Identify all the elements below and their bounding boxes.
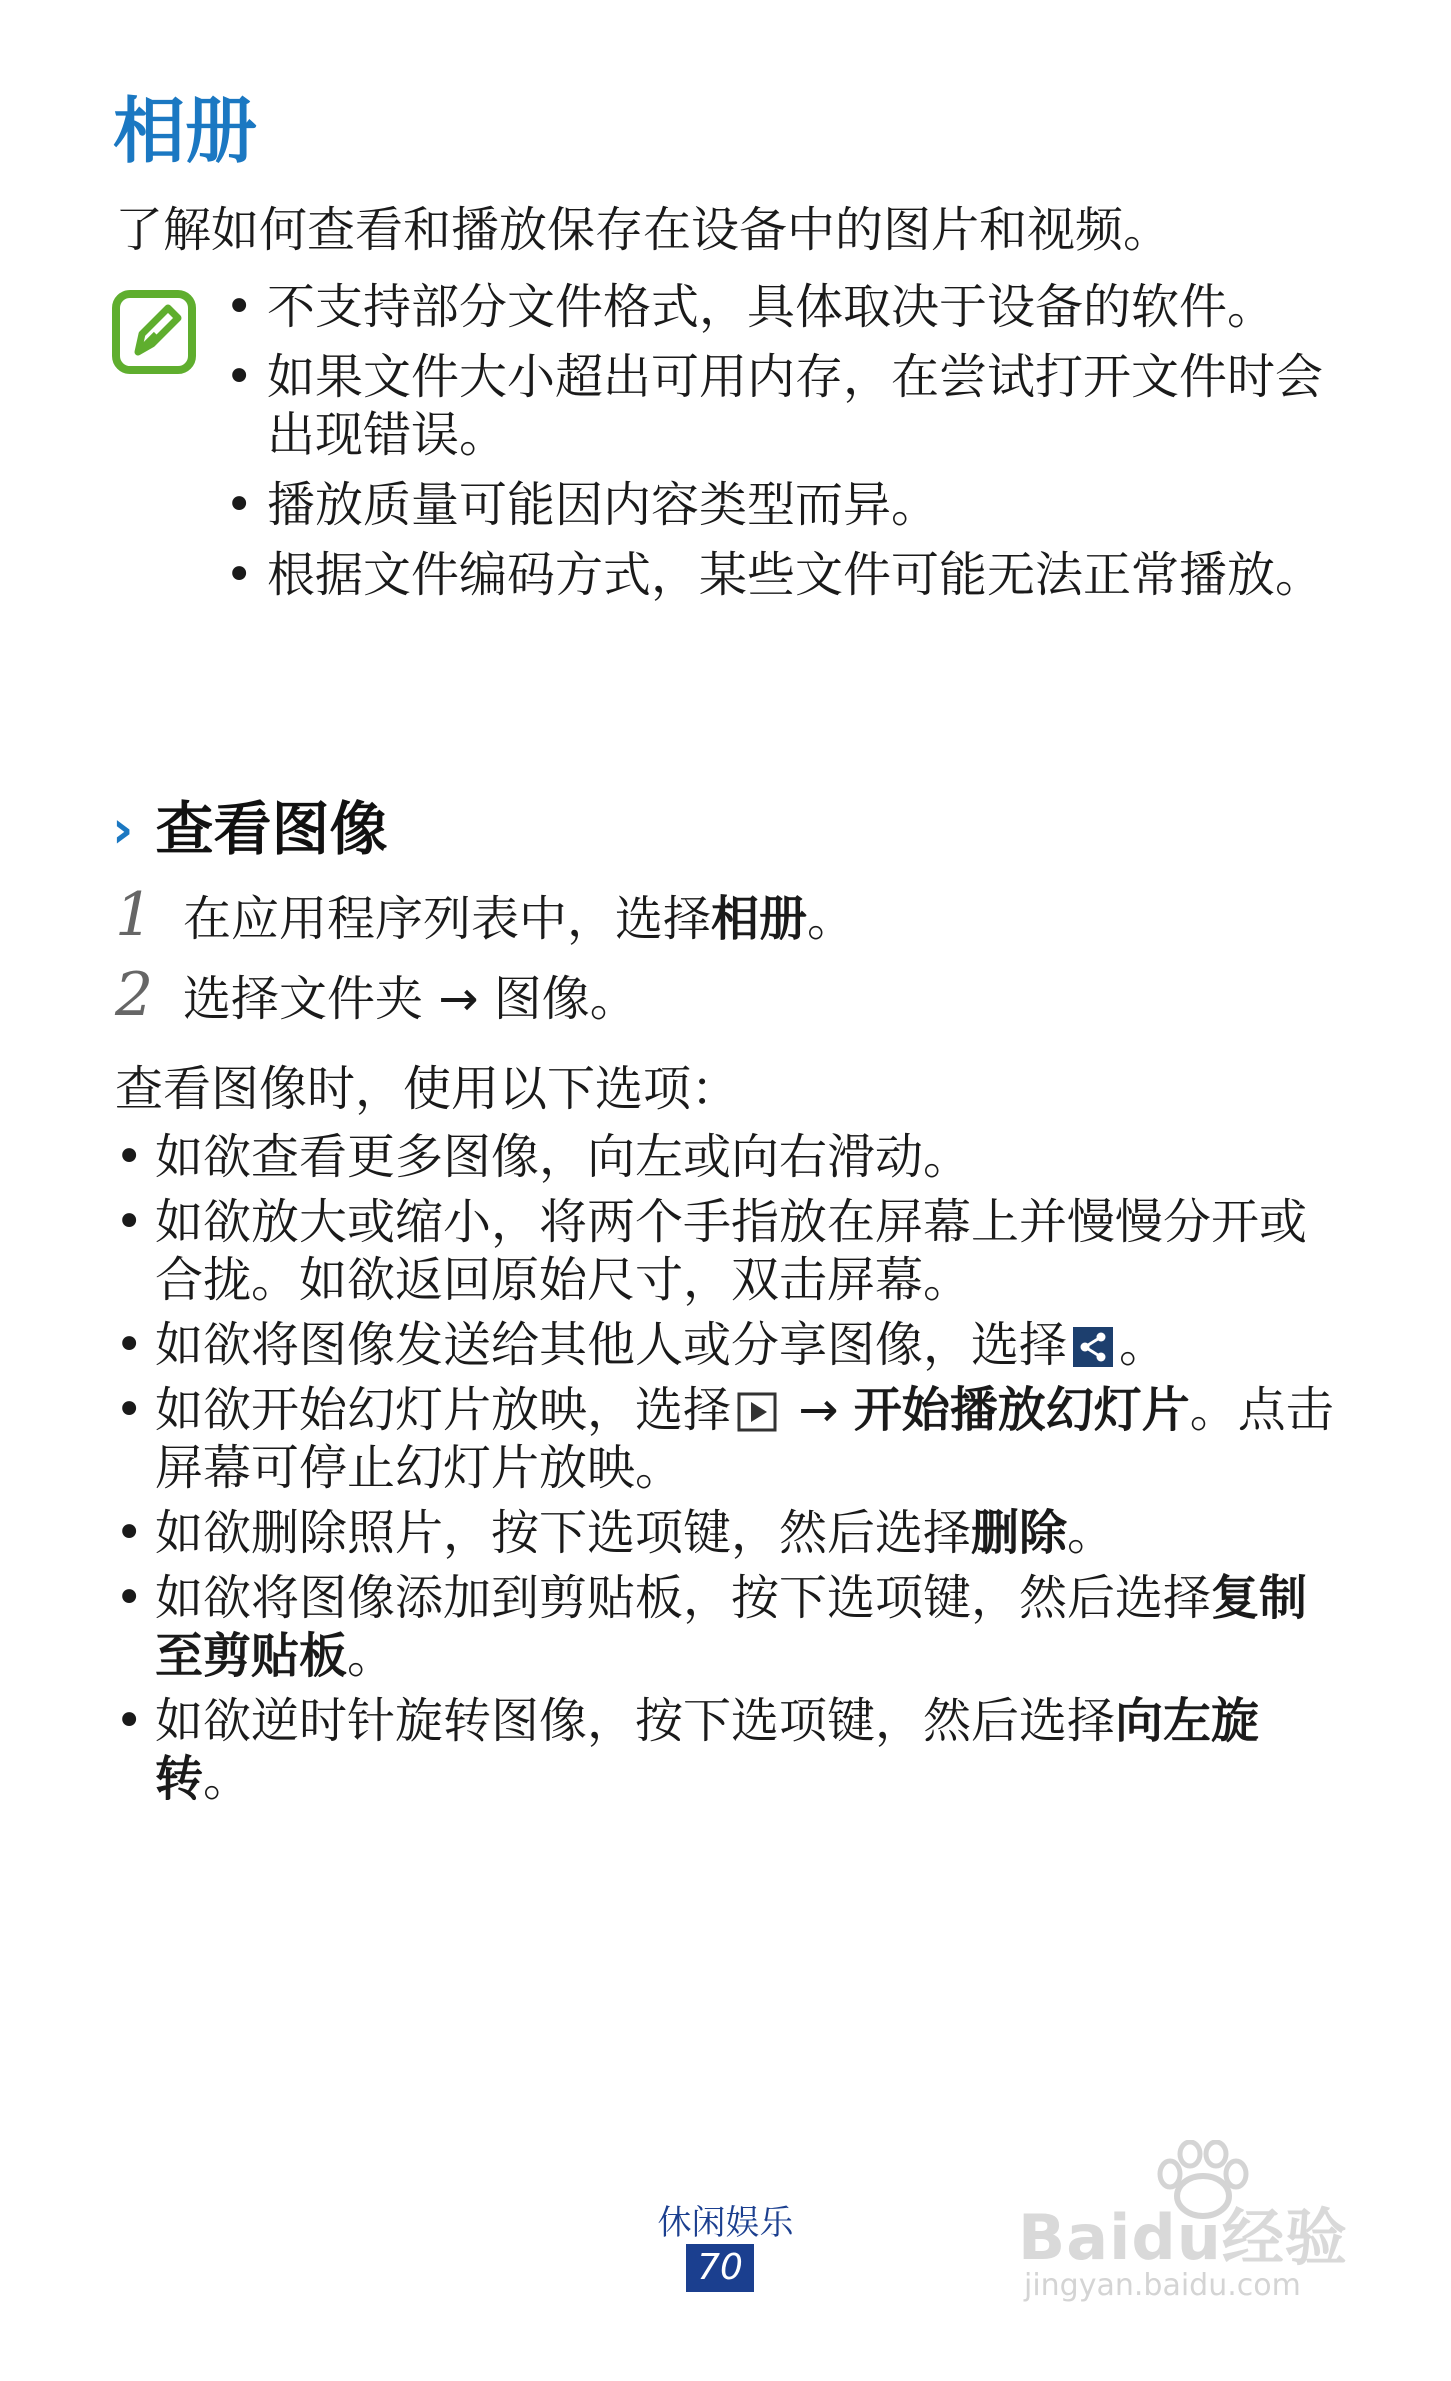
option-item: • 如欲将图像发送给其他人或分享图像，选择 。 [115, 1316, 1335, 1374]
note-list [225, 278, 1325, 616]
option-item: • 如欲查看更多图像，向左或向右滑动。 [115, 1128, 1335, 1186]
chevron-right-icon: › [112, 799, 134, 860]
note-item: • 如果文件大小超出可用内存，在尝试打开文件时会出现错误。 [225, 348, 1325, 464]
note-item: • 根据文件编码方式，某些文件可能无法正常播放。 [225, 546, 1325, 604]
section-heading [112, 795, 387, 865]
share-icon [1073, 1327, 1113, 1367]
page-number: 70 [686, 2244, 754, 2292]
step-2 [115, 960, 638, 1030]
watermark-brand: Baidu经验 [1018, 2201, 1348, 2274]
option-item: • 如欲逆时针旋转图像，按下选项键，然后选择向左旋转。 [115, 1692, 1335, 1808]
option-item: • 如欲删除照片，按下选项键，然后选择删除。 [115, 1504, 1335, 1562]
step-number: 2 [115, 960, 154, 1030]
baidu-watermark [1018, 2140, 1358, 2310]
watermark-url: jingyan.baidu.com [1024, 2268, 1301, 2303]
option-item: • 如欲将图像添加到剪贴板，按下选项键，然后选择复制至剪贴板。 [115, 1569, 1335, 1685]
note-item: • 播放质量可能因内容类型而异。 [225, 476, 1325, 534]
note-item: • 不支持部分文件格式，具体取决于设备的软件。 [225, 278, 1325, 336]
step-1 [115, 880, 856, 950]
step-text: 选择文件夹 → 图像。 [183, 971, 638, 1027]
footer-section-label: 休闲娱乐 [657, 2203, 794, 2243]
option-item: • 如欲开始幻灯片放映，选择 → 开始播放幻灯片。点击屏幕可停止幻灯片放映。 [115, 1381, 1335, 1497]
page-title: 相册 [113, 89, 258, 173]
options-intro: 查看图像时，使用以下选项： [115, 1061, 740, 1117]
options-list [115, 1128, 1335, 1815]
step-number: 1 [115, 880, 154, 950]
option-item: • 如欲放大或缩小，将两个手指放在屏幕上并慢慢分开或合拢。如欲返回原始尺寸，双击屏幕。 [115, 1193, 1335, 1309]
section-title: 查看图像 [155, 795, 388, 863]
step-text: 在应用程序列表中，选择相册。 [183, 891, 856, 947]
intro-text: 了解如何查看和播放保存在设备中的图片和视频。 [115, 202, 1172, 258]
note-icon [112, 290, 196, 374]
play-icon [737, 1392, 777, 1432]
